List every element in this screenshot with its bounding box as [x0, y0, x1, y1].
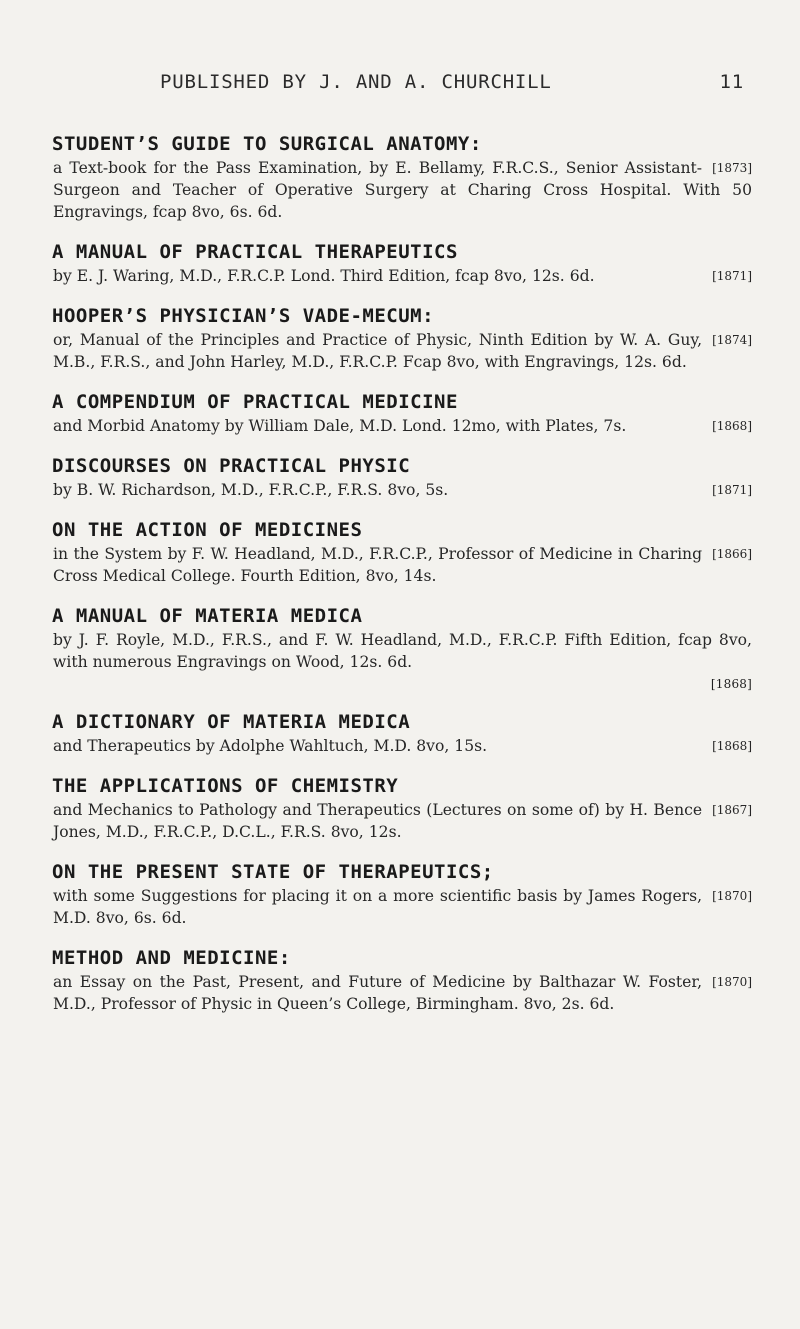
entry-description-text: with some Suggestions for placing it on a more scientific basis by James Rogers, M.D. 8vo, 6s. 6d. [53, 887, 703, 927]
entry-description-text: by J. F. Royle, M.D., F.R.S., and F. W. Headland, M.D., F.R.C.P. Fifth Edition, fcap 8vo, with numerous Engravings on Wood, 12s. 6d. [53, 631, 752, 671]
entry-year: [1871] [712, 483, 752, 497]
catalogue-entry [52, 239, 752, 287]
entry-title: A DICTIONARY OF MATERIA MEDICA [52, 711, 411, 733]
entry-year: [1874] [712, 333, 752, 347]
entry-description-text: in the System by F. W. Headland, M.D., F.R.C.P., Professor of Medicine in Charing Cross Medical College. Fourth Edition, 8vo, 14s. [53, 545, 703, 585]
entry-description [53, 735, 752, 757]
entry-title: STUDENT’S GUIDE TO SURGICAL ANATOMY: [52, 133, 482, 155]
entry-description-text: an Essay on the Past, Present, and Future of Medicine by Balthazar W. Foster, M.D., Professor of Physic in Queen’s College, Birmingham. 8vo, 2s. 6d. [53, 973, 703, 1013]
entry-description [53, 543, 752, 587]
entry-description-text: a Text-book for the Pass Examination, by E. Bellamy, F.R.C.S., Senior Assistant-Surgeon and Teacher of Operative Surgery at Charing Cross Hospital. With 50 Engravings, fcap 8vo, 6s. 6d. [53, 159, 752, 221]
entry-description-text: by E. J. Waring, M.D., F.R.C.P. Lond. Third Edition, fcap 8vo, 12s. 6d. [53, 267, 595, 285]
entry-year: [1868] [710, 677, 752, 691]
catalogue-entry [52, 773, 752, 843]
entry-title: DISCOURSES ON PRACTICAL PHYSIC [52, 455, 411, 477]
entry-description [53, 885, 752, 929]
catalogue-entries [52, 131, 752, 1031]
catalogue-entry [52, 131, 752, 223]
entry-description [53, 629, 752, 673]
catalogue-entry [52, 303, 752, 373]
entry-description [53, 799, 752, 843]
running-header-title: PUBLISHED BY J. AND A. CHURCHILL [160, 71, 552, 93]
entry-description-text: and Morbid Anatomy by William Dale, M.D. Lond. 12mo, with Plates, 7s. [53, 417, 627, 435]
entry-description-text: and Mechanics to Pathology and Therapeutics (Lectures on some of) by H. Bence Jones, M.D., F.R.C.P., D.C.L., F.R.S. 8vo, 12s. [53, 801, 703, 841]
catalogue-entry [52, 945, 752, 1015]
entry-year: [1873] [712, 161, 752, 175]
entry-title: A COMPENDIUM OF PRACTICAL MEDICINE [52, 391, 458, 413]
entry-description-text: or, Manual of the Principles and Practice of Physic, Ninth Edition by W. A. Guy, M.B., F.R.S., and John Harley, M.D., F.R.C.P. Fcap 8vo, with Engravings, 12s. 6d. [53, 331, 703, 371]
catalogue-entry [52, 709, 752, 757]
catalogue-entry [52, 389, 752, 437]
entry-title: METHOD AND MEDICINE: [52, 947, 291, 969]
entry-description-text: and Therapeutics by Adolphe Wahltuch, M.D. 8vo, 15s. [53, 737, 488, 755]
entry-title: ON THE PRESENT STATE OF THERAPEUTICS; [52, 861, 494, 883]
entry-year: [1866] [712, 547, 752, 561]
entry-description [53, 479, 752, 501]
entry-description [53, 265, 752, 287]
catalogue-entry [52, 603, 752, 693]
entry-year: [1870] [712, 889, 752, 903]
catalogue-entry [52, 517, 752, 587]
entry-title: ON THE ACTION OF MEDICINES [52, 519, 363, 541]
catalogue-entry [52, 859, 752, 929]
running-header [120, 71, 744, 101]
entry-description-text: by B. W. Richardson, M.D., F.R.C.P., F.R.S. 8vo, 5s. [53, 481, 449, 499]
entry-title: A MANUAL OF MATERIA MEDICA [52, 605, 363, 627]
entry-description [53, 971, 752, 1015]
entry-year: [1871] [712, 269, 752, 283]
entry-description [53, 157, 752, 223]
entry-year: [1867] [712, 803, 752, 817]
entry-title: HOOPER’S PHYSICIAN’S VADE-MECUM: [52, 305, 435, 327]
catalogue-entry [52, 453, 752, 501]
entry-description [53, 329, 752, 373]
entry-description [53, 415, 752, 437]
entry-title: THE APPLICATIONS OF CHEMISTRY [52, 775, 399, 797]
entry-year: [1868] [712, 739, 752, 753]
entry-year: [1868] [712, 419, 752, 433]
entry-title: A MANUAL OF PRACTICAL THERAPEUTICS [52, 241, 458, 263]
page-number: 11 [719, 71, 744, 93]
entry-year: [1870] [712, 975, 752, 989]
